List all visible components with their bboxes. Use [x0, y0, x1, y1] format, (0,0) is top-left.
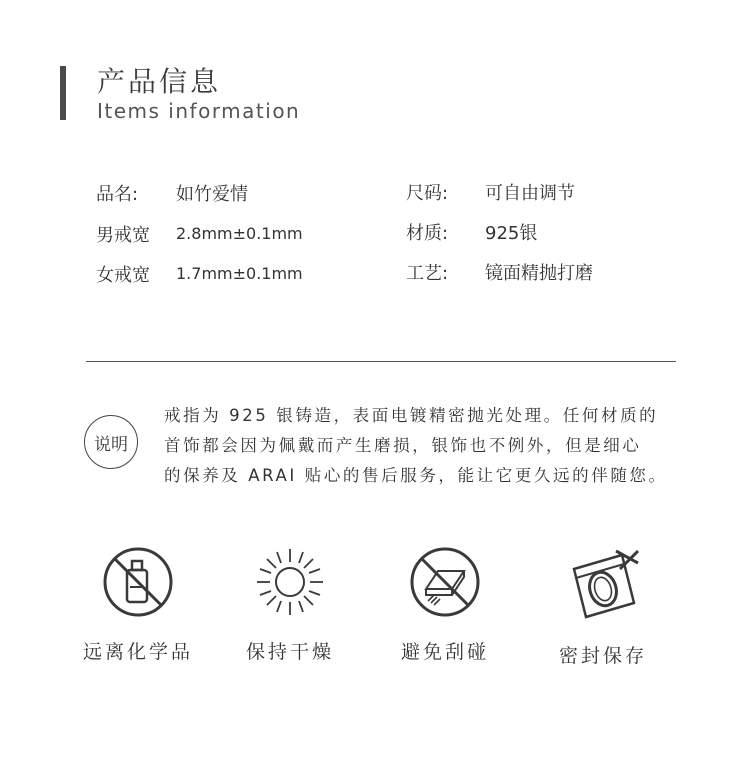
no-scratch-icon	[408, 545, 482, 619]
spec-row-name	[96, 180, 248, 206]
spec-craft-value: 镜面精抛打磨	[485, 263, 593, 284]
header-accent-bar	[60, 66, 66, 120]
spec-women-width-value: 1.7mm±0.1mm	[176, 264, 303, 283]
care-item-chemicals	[63, 545, 213, 664]
spec-men-width-label: 男戒宽	[96, 225, 150, 246]
spec-material-value: 925银	[485, 223, 538, 244]
section-divider	[86, 361, 676, 362]
spec-row-material	[406, 219, 538, 245]
care-label-dry: 保持干燥	[245, 641, 334, 663]
spec-size-label: 尺码:	[406, 183, 449, 204]
sealed-bag-icon	[564, 545, 642, 623]
care-label-scratch: 避免刮碰	[400, 641, 489, 663]
note-line-3: 的保养及 ARAI 贴心的售后服务，能让它更久远的伴随您。	[164, 466, 668, 485]
spec-size-value: 可自由调节	[485, 183, 575, 204]
care-item-scratch	[370, 545, 520, 664]
spec-name-value: 如竹爱情	[176, 184, 248, 205]
care-label-chemicals: 远离化学品	[82, 641, 193, 663]
note-line-1: 戒指为 925 银铸造，表面电镀精密抛光处理。任何材质的	[164, 406, 659, 425]
note-badge-label: 说明	[94, 434, 128, 455]
spec-row-men-width	[96, 221, 303, 247]
care-item-sealed	[528, 545, 678, 668]
sun-icon	[253, 545, 327, 619]
spec-craft-label: 工艺:	[406, 263, 449, 284]
spec-material-label: 材质:	[406, 223, 449, 244]
spec-name-label: 品名:	[96, 184, 139, 205]
spec-women-width-label: 女戒宽	[96, 265, 150, 286]
spec-row-size	[406, 179, 575, 205]
care-item-dry	[215, 545, 365, 664]
page-title: 产品信息	[97, 65, 222, 98]
care-label-sealed: 密封保存	[558, 645, 647, 667]
note-badge	[84, 415, 138, 469]
spec-row-craft	[406, 259, 593, 285]
spec-men-width-value: 2.8mm±0.1mm	[176, 224, 303, 243]
spec-row-women-width	[96, 261, 303, 287]
no-chemicals-icon	[101, 545, 175, 619]
page-subtitle: Items information	[97, 99, 301, 123]
note-line-2: 首饰都会因为佩戴而产生磨损，银饰也不例外，但是细心	[164, 436, 642, 455]
